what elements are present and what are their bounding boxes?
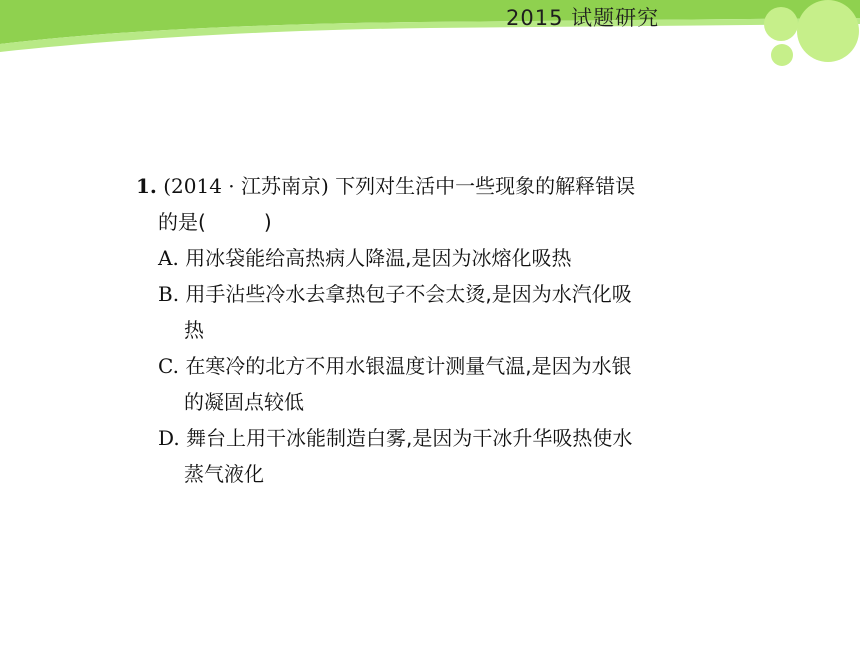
option-b-continuation: 热 (184, 318, 204, 342)
deco-circle-large (797, 0, 859, 62)
option-label: D. (158, 426, 180, 450)
question-number: 1. (136, 174, 157, 198)
question-stem-text: 下列对生活中一些现象的解释错误 (335, 174, 636, 198)
deco-circle-medium (764, 7, 798, 41)
deco-circle-small (771, 44, 793, 66)
question-stem-line1 (136, 168, 736, 204)
option-c (136, 348, 736, 384)
option-b (136, 276, 736, 312)
header-decoration (0, 0, 860, 70)
question-stem-line2 (136, 204, 736, 240)
option-text: 在寒冷的北方不用水银温度计测量气温,是因为水银 (185, 354, 632, 378)
question-block (136, 168, 736, 492)
option-text: 舞台上用干冰能制造白雾,是因为干冰升华吸热使水 (186, 426, 633, 450)
option-d (136, 420, 736, 456)
option-text: 用冰袋能给高热病人降温,是因为冰熔化吸热 (185, 246, 572, 270)
question-source: (2014 · 江苏南京) (163, 174, 329, 198)
option-label: A. (158, 246, 179, 270)
option-d-continuation: 蒸气液化 (184, 462, 264, 486)
question-stem-prefix: 的是( (158, 210, 206, 234)
option-label: B. (158, 282, 180, 306)
question-stem-suffix: ) (263, 210, 272, 234)
header-banner (0, 0, 860, 70)
option-a (136, 240, 736, 276)
option-c-continuation: 的凝固点较低 (184, 390, 304, 414)
option-label: C. (158, 354, 179, 378)
option-text: 用手沾些冷水去拿热包子不会太烫,是因为水汽化吸 (185, 282, 632, 306)
header-title: 2015 试题研究 (506, 6, 660, 30)
